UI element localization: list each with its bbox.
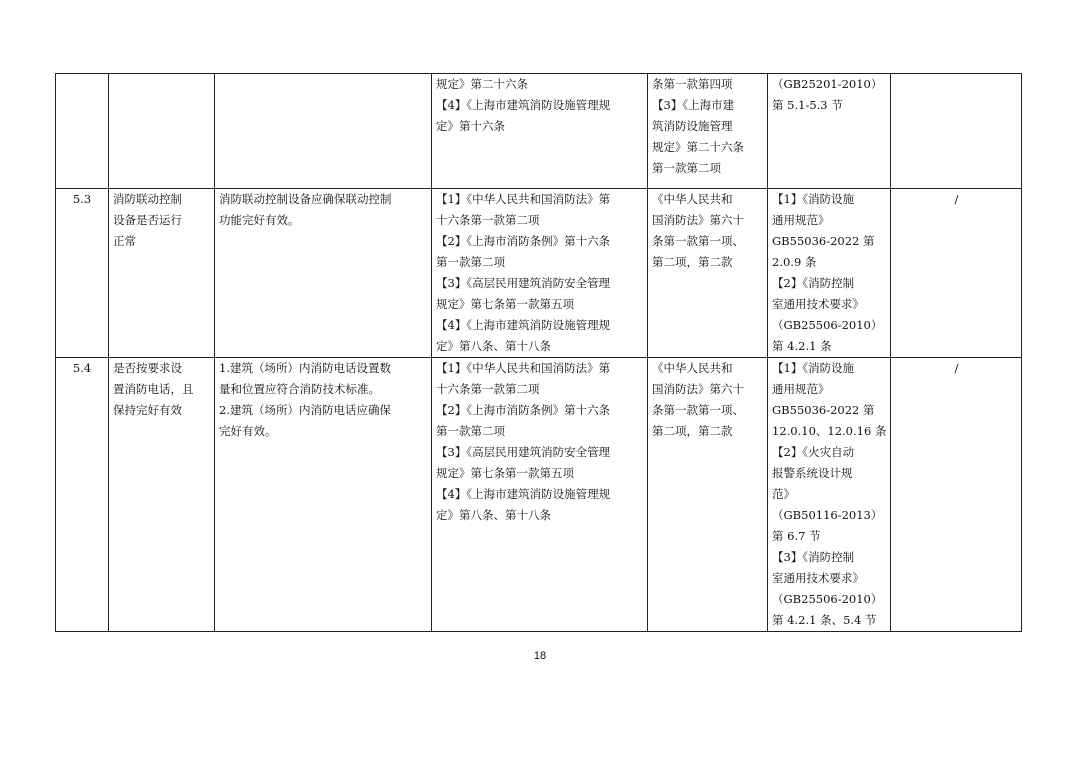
inspection-item-cell bbox=[109, 358, 215, 632]
row-number-cell: 5.3 bbox=[56, 189, 109, 358]
technical-standard-cell bbox=[768, 74, 891, 189]
cell-line: 室通用技术要求》 bbox=[772, 571, 864, 585]
cell-line: 消防联动控制 bbox=[113, 192, 182, 206]
cell-line: 《中华人民共和 bbox=[652, 361, 733, 375]
cell-line: 2.0.9 条 bbox=[772, 255, 817, 269]
cell-line: 定》第八条、第十八条 bbox=[436, 508, 551, 522]
cell-line: 【3】《消防控制 bbox=[772, 550, 855, 564]
cell-line: 【3】《上海市建 bbox=[652, 98, 735, 112]
cell-line: GB55036-2022 第 bbox=[772, 403, 875, 417]
cell-line: 【2】《火灾自动 bbox=[772, 445, 855, 459]
cell-line: 规定》第七条第一款第五项 bbox=[436, 297, 574, 311]
cell-line: （GB25506-2010） bbox=[772, 318, 883, 332]
inspection-item-cell bbox=[109, 74, 215, 189]
row-number-cell: 5.4 bbox=[56, 358, 109, 632]
cell-line: 保持完好有效 bbox=[113, 403, 182, 417]
cell-line: 消防联动控制设备应确保联动控制 bbox=[219, 192, 392, 206]
cell-line: 规定》第二十六条 bbox=[652, 140, 744, 154]
cell-line: 十六条第一款第二项 bbox=[436, 382, 540, 396]
cell-line: 【4】《上海市建筑消防设施管理规 bbox=[436, 487, 611, 501]
cell-line: 是否按要求设 bbox=[113, 361, 182, 375]
cell-line: 【3】《高层民用建筑消防安全管理 bbox=[436, 445, 611, 459]
cell-line: 《中华人民共和 bbox=[652, 192, 733, 206]
cell-line: 【1】《消防设施 bbox=[772, 361, 855, 375]
legal-basis-cell bbox=[432, 189, 648, 358]
cell-line: 【2】《上海市消防条例》第十六条 bbox=[436, 403, 611, 417]
penalty-basis-cell bbox=[648, 189, 768, 358]
note-cell: / bbox=[891, 189, 1022, 358]
cell-line: （GB25506-2010） bbox=[772, 592, 883, 606]
penalty-basis-cell bbox=[648, 358, 768, 632]
cell-line: 第一款第二项 bbox=[652, 161, 721, 175]
cell-line: 2.建筑（场所）内消防电话应确保 bbox=[219, 403, 391, 417]
cell-line: 第一款第二项 bbox=[436, 255, 505, 269]
cell-line: 【2】《上海市消防条例》第十六条 bbox=[436, 234, 611, 248]
legal-basis-cell bbox=[432, 358, 648, 632]
cell-line: 第一款第二项 bbox=[436, 424, 505, 438]
page-number: 18 bbox=[533, 650, 547, 662]
cell-line: 【1】《消防设施 bbox=[772, 192, 855, 206]
cell-line: 规定》第七条第一款第五项 bbox=[436, 466, 574, 480]
cell-line: 正常 bbox=[113, 234, 136, 248]
cell-line: 十六条第一款第二项 bbox=[436, 213, 540, 227]
cell-line: 第 4.2.1 条 bbox=[772, 339, 832, 353]
cell-line: 量和位置应符合消防技术标准。 bbox=[219, 382, 380, 396]
note-cell: / bbox=[891, 358, 1022, 632]
table-row bbox=[56, 74, 1022, 189]
cell-line: 【1】《中华人民共和国消防法》第 bbox=[436, 192, 611, 206]
cell-line: 第 4.2.1 条、5.4 节 bbox=[772, 613, 877, 627]
table-row bbox=[56, 189, 1022, 358]
cell-line: 报警系统设计规 bbox=[772, 466, 853, 480]
cell-line: 【4】《上海市建筑消防设施管理规 bbox=[436, 318, 611, 332]
cell-line: 条第一款第一项、 bbox=[652, 234, 744, 248]
cell-line: 第二项，第二款 bbox=[652, 424, 733, 438]
legal-basis-cell bbox=[432, 74, 648, 189]
regulation-table bbox=[55, 73, 1022, 632]
cell-line: 1.建筑（场所）内消防电话设置数 bbox=[219, 361, 391, 375]
cell-line: 条第一款第一项、 bbox=[652, 403, 744, 417]
technical-standard-cell bbox=[768, 189, 891, 358]
table-row bbox=[56, 358, 1022, 632]
cell-line: 规定》第二十六条 bbox=[436, 77, 528, 91]
requirement-cell bbox=[215, 189, 432, 358]
requirement-cell bbox=[215, 358, 432, 632]
cell-line: 范》 bbox=[772, 487, 795, 501]
cell-line: （GB50116-2013） bbox=[772, 508, 883, 522]
cell-line: 设备是否运行 bbox=[113, 213, 182, 227]
penalty-basis-cell bbox=[648, 74, 768, 189]
cell-line: 【3】《高层民用建筑消防安全管理 bbox=[436, 276, 611, 290]
cell-line: 第 5.1-5.3 节 bbox=[772, 98, 843, 112]
cell-line: 室通用技术要求》 bbox=[772, 297, 864, 311]
row-number-cell bbox=[56, 74, 109, 189]
cell-line: 国消防法》第六十 bbox=[652, 213, 744, 227]
technical-standard-cell bbox=[768, 358, 891, 632]
cell-line: 第 6.7 节 bbox=[772, 529, 821, 543]
cell-line: 置消防电话，且 bbox=[113, 382, 194, 396]
cell-line: 功能完好有效。 bbox=[219, 213, 300, 227]
note-cell bbox=[891, 74, 1022, 189]
cell-line: 定》第八条、第十八条 bbox=[436, 339, 551, 353]
cell-line: 第二项，第二款 bbox=[652, 255, 733, 269]
cell-line: 筑消防设施管理 bbox=[652, 119, 733, 133]
cell-line: 【4】《上海市建筑消防设施管理规 bbox=[436, 98, 611, 112]
inspection-item-cell bbox=[109, 189, 215, 358]
cell-line: 【1】《中华人民共和国消防法》第 bbox=[436, 361, 611, 375]
cell-line: （GB25201-2010） bbox=[772, 77, 883, 91]
cell-line: 通用规范》 bbox=[772, 382, 830, 396]
cell-line: 条第一款第四项 bbox=[652, 77, 733, 91]
cell-line: 完好有效。 bbox=[219, 424, 277, 438]
cell-line: GB55036-2022 第 bbox=[772, 234, 875, 248]
cell-line: 国消防法》第六十 bbox=[652, 382, 744, 396]
requirement-cell bbox=[215, 74, 432, 189]
cell-line: 【2】《消防控制 bbox=[772, 276, 855, 290]
cell-line: 12.0.10、12.0.16 条 bbox=[772, 424, 887, 438]
cell-line: 通用规范》 bbox=[772, 213, 830, 227]
cell-line: 定》第十六条 bbox=[436, 119, 505, 133]
